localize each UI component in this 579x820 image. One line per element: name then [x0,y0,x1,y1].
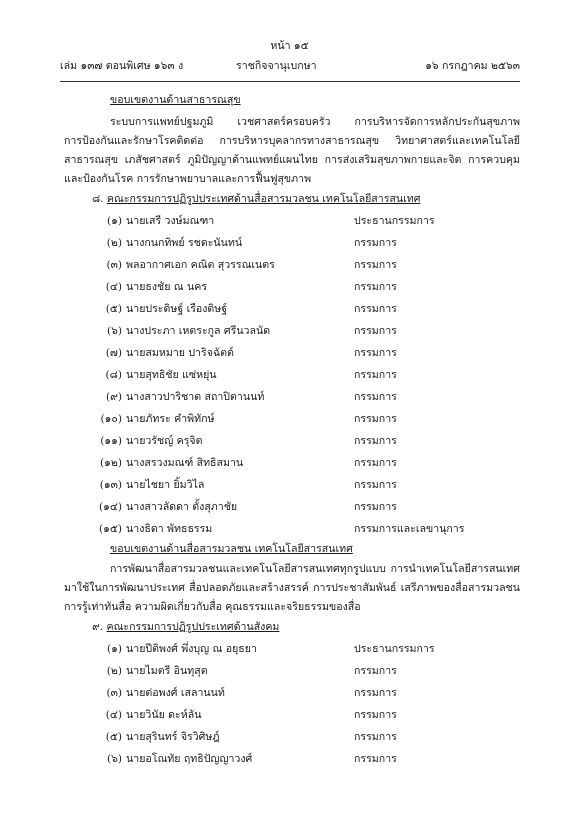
scope-paragraph-line: การพัฒนาสื่อสารมวลชนและเทคโนโลยีสารสนเทศทุกรูปแบบ การนำเทคโนโลยีสารสนเทศ [110,563,520,575]
header-divider [60,81,520,82]
scope-paragraph-line: และป้องกันโรค การรักษาพยาบาลและการฟื้นฟูสุขภาพ [64,173,312,185]
scope-paragraph-line: มาใช้ในการพัฒนาประเทศ สื่อปลอดภัยและสร้างสรรค์ การประชาสัมพันธ์ เสรีภาพของสื่อสารมวลชน [64,582,520,594]
committee-number: ๙. [92,621,104,633]
volume-issue: เล่ม ๑๓๗ ตอนพิเศษ ๑๖๓ ง [60,60,184,72]
scope-paragraph-line: การรู้เท่าทันสื่อ ความผิดเกี่ยวกับสื่อ คุณธรรมและจริยธรรมของสื่อ [64,601,361,613]
page-number: หน้า ๑๕ [270,40,309,52]
scope-heading-media: ขอบเขตงานด้านสื่อสารมวลชน เทคโนโลยีสารสนเทศ [110,543,353,555]
gazette-name: ราชกิจจานุเบกษา [236,60,317,72]
committee-title: คณะกรรมการปฏิรูปประเทศด้านสังคม [106,621,280,633]
committee-number: ๘. [92,193,104,205]
scope-paragraph-line: ระบบการแพทย์ปฐมภูมิ เวชศาสตร์ครอบครัว การบริหารจัดการหลักประกันสุขภาพ [110,116,520,128]
running-header [60,60,520,76]
committee-heading [92,193,420,206]
scope-paragraph-line: สาธารณสุข เภสัชศาสตร์ ภูมิปัญญาด้านแพทย์แผนไทย การส่งเสริมสุขภาพกายและจิต การควบคุม [64,154,520,166]
committee-title: คณะกรรมการปฏิรูปประเทศด้านสื่อสารมวลชน เทคโนโลยีสารสนเทศ [106,193,421,205]
committee-heading [92,621,279,634]
gazette-page: หน้า ๑๕ เล่ม ๑๓๗ ตอนพิเศษ ๑๖๓ ง ราชกิจจานุเบกษา ๑๖ กรกฎาคม ๒๕๖๓ ขอบเขตงานด้านสาธารณสุข ระบบการแพทย์ปฐมภูมิ เวชศาสตร์ครอบครัว การบริหารจัดการหลักประกันสุขภาพ การป้องกันและรักษาโรคติดต่อ การบริหารบุคลากรทางสาธารณสุข วิทยาศาสตร์และเทคโนโลยี สาธารณสุข เภสัชศาสตร์ ภูมิปัญญาด้านแพทย์แผนไทย การส่งเสริมสุขภาพกายและจิต การควบคุม และป้องกันโรค การรักษาพยาบาลและการฟื้นฟูสุขภาพ ๘. คณะกรรมการปฏิรูปประเทศด้านสื่อสารมวลชน เทคโนโลยีสารสนเทศ (๑) นายเสรี วงษ์มณฑา ประธานกรรมการ (๒) นางกนกทิพย์ รชดะนันทน์ กรรมการ (๓) พลอากาศเอก คณิต สุวรรณเนตร กรรมการ (๔) นายธงชัย ณ นคร กรรมการ (๕) นายประดิษฐ์ เรืองดิษฐ์ กรรมการ (๖) นางประภา เหตระกูล ศรีนวลนัด กรรมการ (๗) นายสมหมาย ปาริจฉัตต์ กรรมการ (๘) นายสุทธิชัย แซ่หยุ่น กรรมการ (๙) นางสาวปาริชาต สถาปิตานนท์ กรรมการ (๑๐) นายภัทระ คำพิทักษ์ กรรมการ (๑๑) นายวรัชญ์ ครุจิต กรรมการ (๑๒) นางสรวงมณฑ์ สิทธิสมาน กรรมการ (๑๓) นายไชยา ยิ้มวิไล กรรมการ (๑๔) นางสาวลัดดา ตั้งสุภาชัย กรรมการ (๑๕) นางธิดา พัทธธรรม กรรมการและเลขานุการ ขอบเขตงานด้านสื่อสารมวลชน เทคโนโลยีสารสนเทศ การพัฒนาสื่อสารมวลชนและเทคโนโลยีสารสนเทศทุกรูปแบบ การนำเทคโนโลยีสารสนเทศ มาใช้ในการพัฒนาประเทศ สื่อปลอดภัยและสร้างสรรค์ การประชาสัมพันธ์ เสรีภาพของสื่อสารมวลชน การรู้เท่าทันสื่อ ความผิดเกี่ยวกับสื่อ คุณธรรมและจริยธรรมของสื่อ ๙. คณะกรรมการปฏิรูปประเทศด้านสังคม (๑) นายปีติพงศ์ พึ่งบุญ ณ อยุธยา ประธานกรรมการ (๒) นายไมตรี อินทุสุต กรรมการ (๓) นายต่อพงศ์ เสลานนท์ กรรมการ (๔) นายวินัย ดะห์ลัน กรรมการ (๕) นายสุรินทร์ จิรวิศิษฎ์ กรรมการ (๖) นายอโณทัย ฤทธิปัญญาวงศ์ กรรมการ [0,0,579,820]
scope-heading-health: ขอบเขตงานด้านสาธารณสุข [110,94,241,106]
publication-date: ๑๖ กรกฎาคม ๒๕๖๓ [425,60,520,72]
scope-paragraph-line: การป้องกันและรักษาโรคติดต่อ การบริหารบุคลากรทางสาธารณสุข วิทยาศาสตร์และเทคโนโลยี [64,135,520,147]
